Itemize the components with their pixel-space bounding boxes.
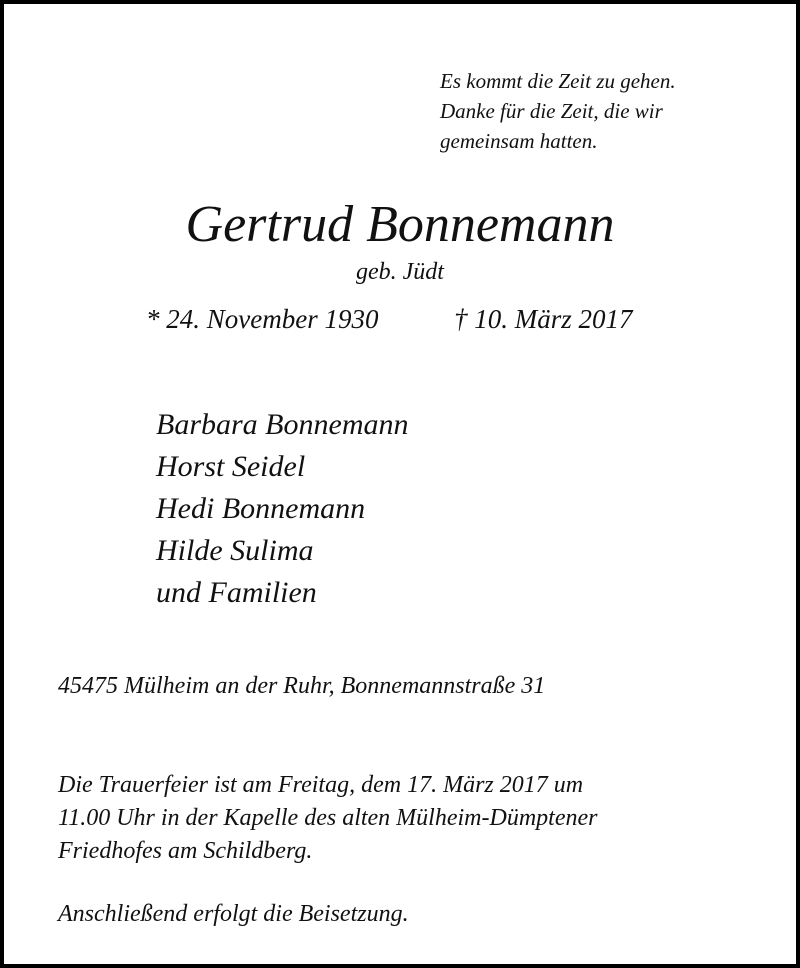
service-line: Die Trauerfeier ist am Freitag, dem 17. März 2017 um [58,772,584,798]
burial-info: Anschließend erfolgt die Beisetzung. [58,901,409,927]
mourner-name: Barbara Bonnemann [156,408,409,441]
quote-line: Danke für die Zeit, die wir [440,99,663,123]
service-line: Friedhofes am Schildberg. [58,838,313,864]
quote-line: Es kommt die Zeit zu gehen. [440,69,676,93]
mourner-name: Horst Seidel [156,450,306,483]
mourner-name: und Familien [156,576,317,609]
deceased-name: Gertrud Bonnemann [185,196,615,253]
maiden-name: geb. Jüdt [356,259,444,285]
family-address: 45475 Mülheim an der Ruhr, Bonnemannstraße 31 [58,673,546,699]
mourner-name: Hilde Sulima [156,534,314,567]
birth-date: * 24. November 1930 [146,304,379,334]
service-line: 11.00 Uhr in der Kapelle des alten Mülheim-Dümptener [58,805,598,831]
quote-line: gemeinsam hatten. [440,129,598,153]
death-date: † 10. März 2017 [454,304,633,334]
mourners-list [156,404,408,614]
mourner-name: Hedi Bonnemann [156,492,366,525]
funeral-service-info [58,769,597,868]
memorial-quote [440,66,676,156]
